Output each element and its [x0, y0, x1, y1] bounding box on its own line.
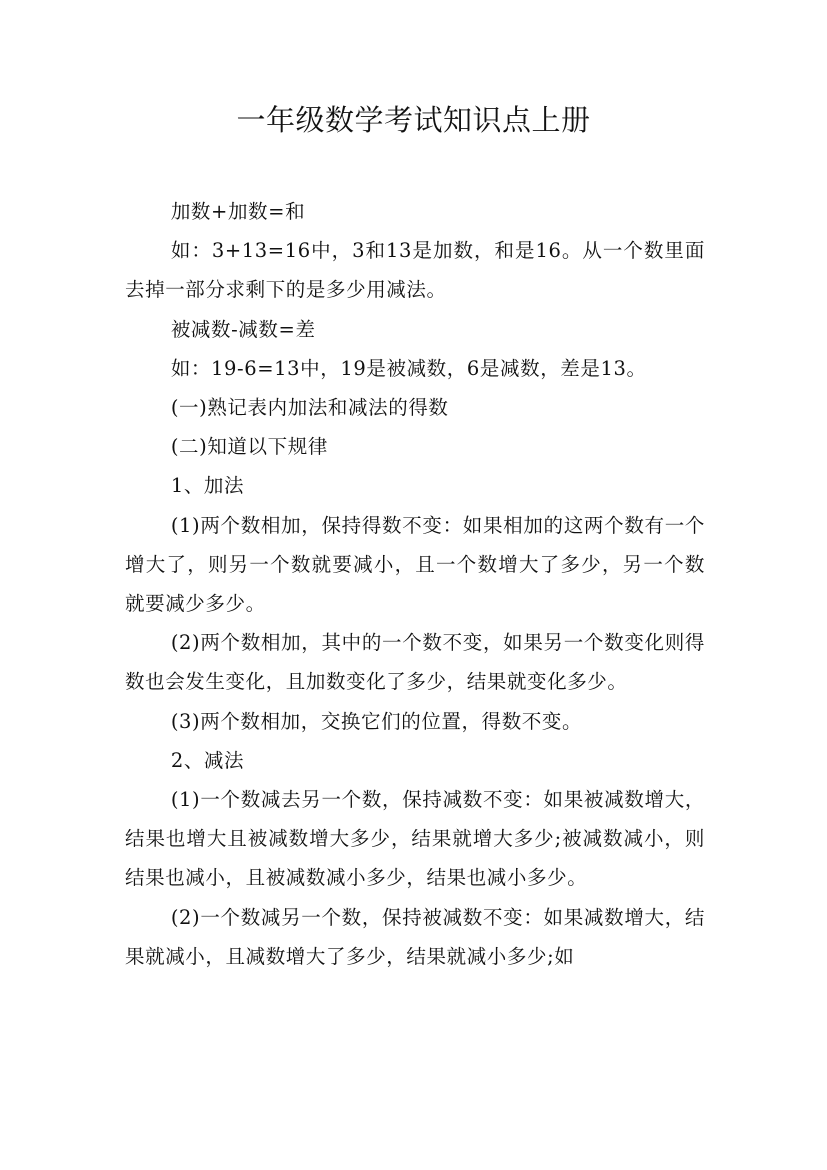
paragraph: 如：3+13=16中，3和13是加数，和是16。从一个数里面去掉一部分求剩下的是多少用减法。: [125, 239, 705, 302]
paragraph: (1)两个数相加，保持得数不变：如果相加的这两个数有一个增大了，则另一个数就要减小，且一个数增大了多少，另一个数就要减少多少。: [125, 513, 705, 616]
paragraph: 被减数-减数=差: [170, 317, 316, 341]
paragraph: (2)一个数减另一个数，保持被减数不变：如果减数增大，结果就减小，且减数增大了多少，结果就减小多少;如: [125, 905, 705, 968]
paragraph: (二)知道以下规律: [170, 435, 328, 459]
paragraph: 1、加法: [170, 474, 245, 498]
paragraph: (2)两个数相加，其中的一个数不变，如果另一个数变化则得数也会发生变化，且加数变化了多少，结果就变化多少。: [125, 631, 705, 694]
paragraph: (一)熟记表内加法和减法的得数: [170, 396, 449, 420]
paragraph: 如：19-6=13中，19是被减数，6是减数，差是13。: [170, 356, 647, 380]
paragraph: (1)一个数减去另一个数，保持减数不变：如果被减数增大，结果也增大且被减数增大多少，结果就增大多少;被减数减小，则结果也减小，且被减数减小多少，结果也减小多少。: [125, 788, 705, 890]
document-body: [125, 192, 705, 976]
paragraph: 加数+加数=和: [170, 200, 306, 223]
paragraph: (3)两个数相加，交换它们的位置，得数不变。: [170, 709, 583, 733]
paragraph: 2、减法: [170, 748, 245, 772]
page-title: 一年级数学考试知识点上册: [236, 103, 591, 137]
